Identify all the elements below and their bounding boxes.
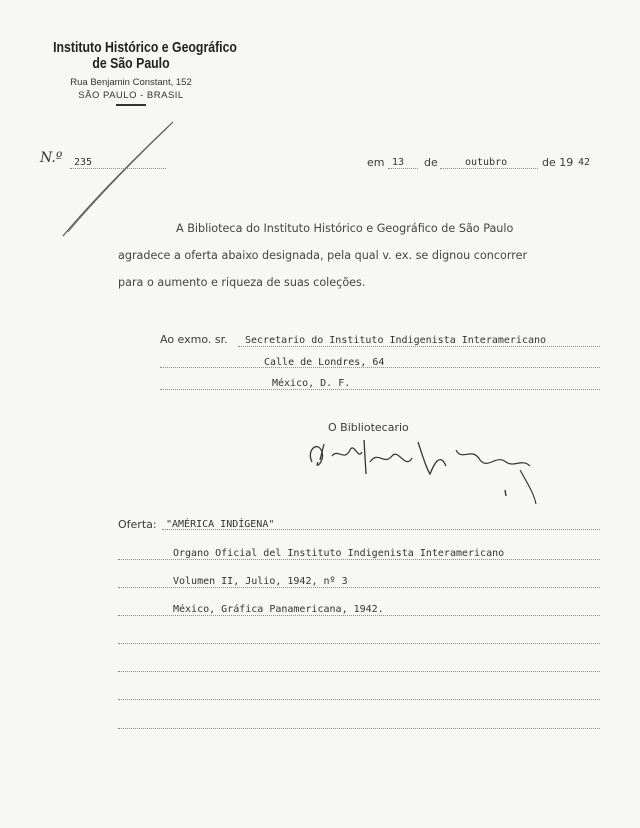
recipient-city: México, D. F.: [272, 378, 351, 389]
offer-line-2: Volumen II, Julio, 1942, nº 3: [173, 576, 348, 587]
institution-address: Rua Benjamin Constant, 152: [70, 77, 192, 88]
date-month: outubro: [465, 157, 508, 168]
letterhead-rule: [116, 104, 146, 106]
acknowledgement-paragraph: [118, 215, 608, 296]
month-dotline: [440, 168, 538, 169]
institution-name-line1: Instituto Histórico e Geográfico: [53, 39, 237, 56]
offer-dotline-2: [118, 587, 600, 588]
offer-dotline-3: [118, 615, 600, 616]
offer-dotline-1: [118, 559, 600, 560]
institution-name-line2: de São Paulo: [92, 55, 170, 72]
recipient-dotline-1: [238, 346, 600, 347]
offer-line-1: Organo Oficial del Instituto Indigenista Interamericano: [173, 548, 505, 559]
date-em-label: em: [367, 156, 385, 169]
recipient-name: Secretario do Instituto Indigenista Interamericano: [245, 335, 547, 346]
date-de-label-1: de: [424, 156, 438, 169]
number-dotline: [70, 168, 166, 169]
offer-dotline-5: [118, 671, 600, 672]
day-dotline: [388, 168, 418, 169]
recipient-dotline-3: [160, 389, 600, 390]
librarian-title: O Bibliotecario: [328, 421, 409, 434]
paragraph-line-2: agradece a oferta abaixo designada, pela qual v. ex. se dignou concorrer: [118, 249, 528, 262]
offer-dotline-0: [162, 529, 600, 530]
offer-label: Oferta:: [118, 518, 157, 531]
offer-dotline-7: [118, 728, 600, 729]
date-day: 13: [392, 157, 405, 168]
number-label: N.º: [40, 150, 63, 166]
recipient-label: Ao exmo. sr.: [160, 333, 228, 346]
date-year: 42: [578, 157, 591, 168]
recipient-dotline-2: [160, 367, 600, 368]
paragraph-line-1: A Biblioteca do Instituto Histórico e Geográfico de São Paulo: [176, 222, 514, 235]
institution-city: SÃO PAULO - BRASIL: [78, 90, 184, 101]
recipient-street: Calle de Londres, 64: [264, 357, 385, 368]
document-number: 235: [74, 157, 93, 168]
offer-line-3: México, Gráfica Panamericana, 1942.: [173, 604, 384, 615]
offer-title: "AMÉRICA INDÍGENA": [166, 519, 275, 530]
date-de-label-2: de 19: [542, 156, 574, 169]
paragraph-line-3: para o aumento e riqueza de suas coleções.: [118, 276, 366, 289]
offer-dotline-6: [118, 699, 600, 700]
letterhead: [36, 39, 237, 106]
handwritten-signature: [300, 432, 550, 512]
offer-dotline-4: [118, 643, 600, 644]
